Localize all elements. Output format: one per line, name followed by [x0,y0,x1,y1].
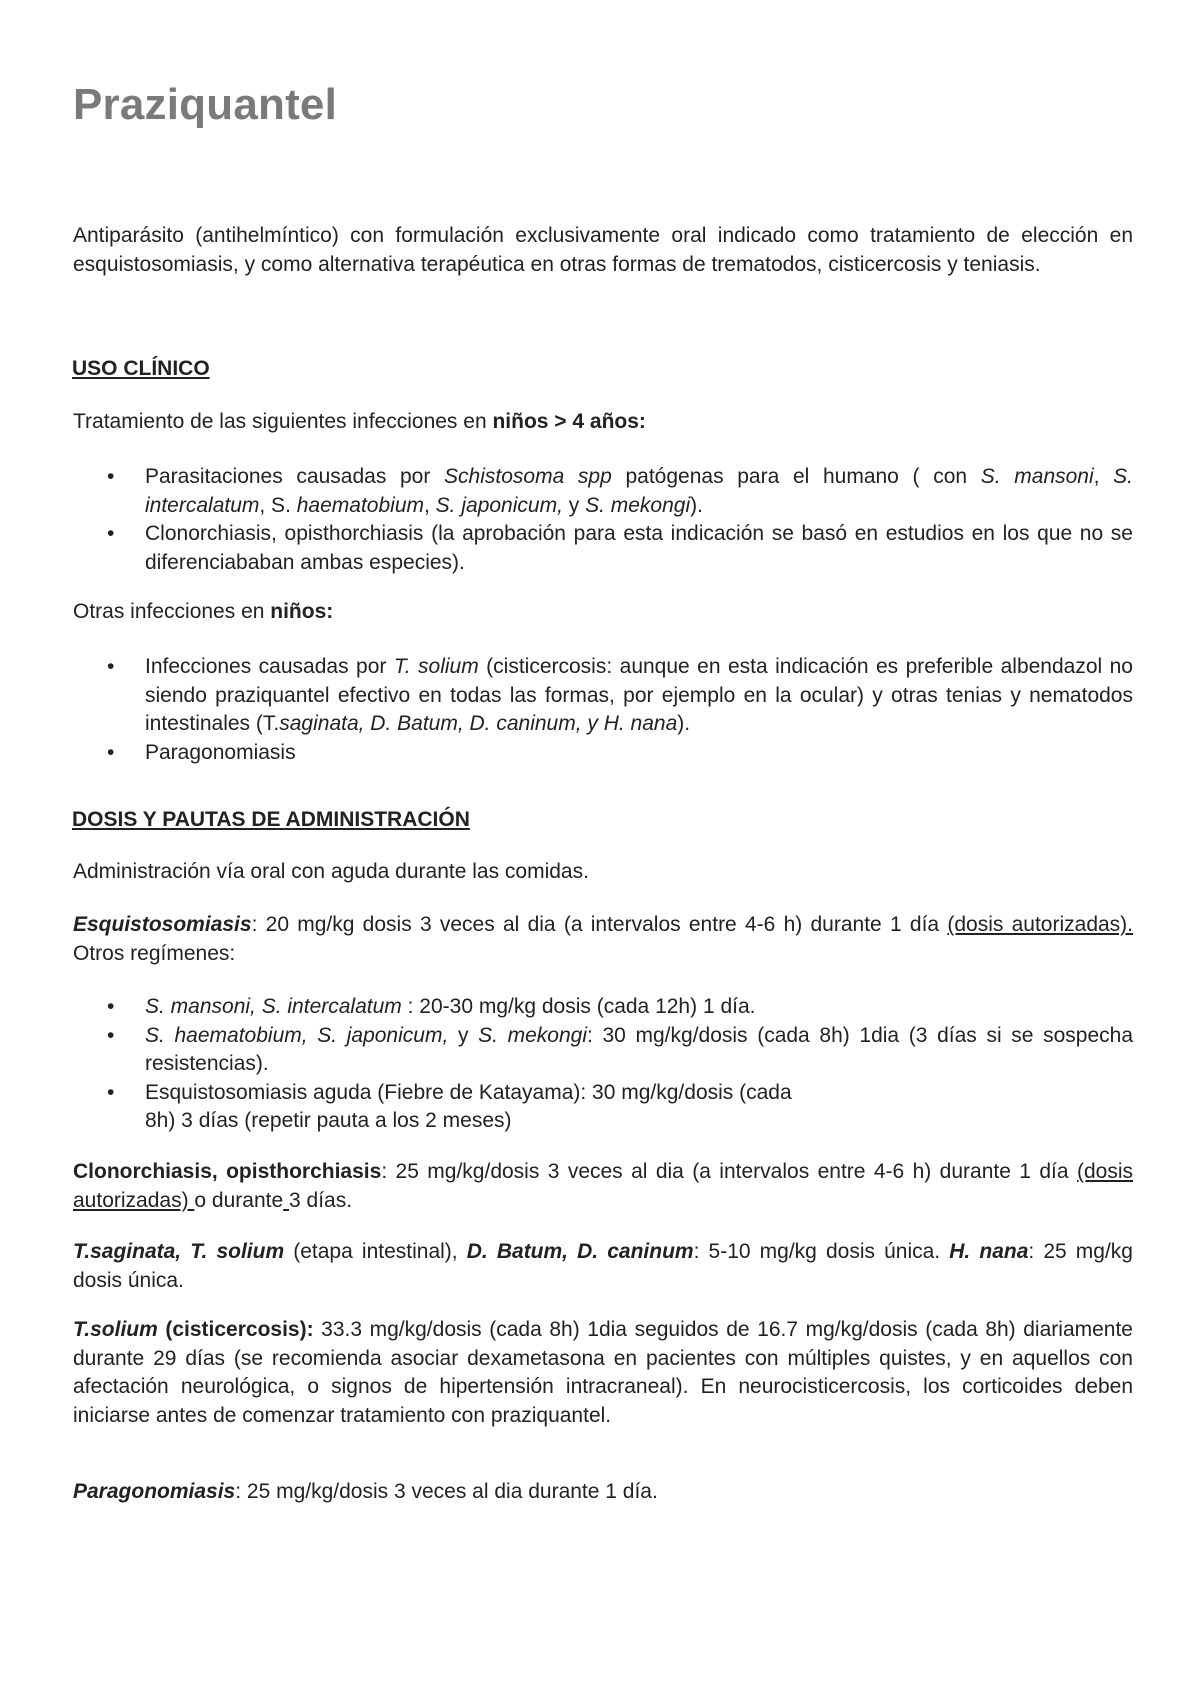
list-item: • S. haematobium, S. japonicum, y S. mekongi: 30 mg/kg/dosis (cada 8h) 1dia (3 días si se sospecha resistencias). [73,1022,1133,1079]
cisticercosis-paragraph: T.solium (cisticercosis): 33.3 mg/kg/dosis (cada 8h) 1dia seguidos de 16.7 mg/kg/dosis (cada 8h) diariamente durante 29 días (se recomienda asociar dexametasona en pacientes con múltiples quistes, y en aquellos con afectación neurológica, o signos de hipertensión intracraneal). En neurocisticercosis, los corticoides deben iniciarse antes de comenzar tratamiento con praziquantel. [73,1318,1133,1427]
list-item: • Parasitaciones causadas por Schistosoma spp patógenas para el humano ( con S. mansoni, S. intercalatum, S. haematobium, S. japonicum, y S. mekongi). [73,463,1133,520]
section-heading-dosis: DOSIS Y PAUTAS DE ADMINISTRACIÓN [72,808,470,831]
otras-lead-paragraph: Otras infecciones en niños: [73,600,334,623]
section-heading-uso-clinico: USO CLÍNICO [72,357,210,380]
list-item: • Clonorchiasis, opisthorchiasis (la aprobación para esta indicación se basó en estudios en los que no se diferenciababan ambas especies). [73,520,1133,577]
clonorchiasis-paragraph: Clonorchiasis, opisthorchiasis: 25 mg/kg/dosis 3 veces al dia (a intervalos entre 4-6 h) durante 1 día (dosis autorizadas) o durante 3 días. [73,1160,1133,1212]
admin-paragraph: Administración vía oral con aguda durante las comidas. [73,860,589,883]
otras-indications-list [73,653,1133,767]
list-item: • Infecciones causadas por T. solium (cisticercosis: aunque en esta indicación es preferible albendazol no siendo praziquantel efectivo en todas las formas, por ejemplo en la ocular) y otras tenias y nematodos intestinales (T.saginata, D. Batum, D. caninum, y H. nana). [73,653,1133,739]
page-title: Praziquantel [73,80,338,129]
esquistosomiasis-regimens-list [73,993,1133,1136]
intro-paragraph: Antiparásito (antihelmíntico) con formulación exclusivamente oral indicado como tratamiento de elección en esquistosomiasis, y como alternativa terapéutica en otras formas de trematodos, cisticercosis y teniasis. [73,224,1133,276]
uso-lead-paragraph: Tratamiento de las siguientes infecciones en niños > 4 años: [73,410,646,433]
list-item: • Paragonomiasis [73,739,1133,768]
teniasis-paragraph: T.saginata, T. solium (etapa intestinal), D. Batum, D. caninum: 5-10 mg/kg dosis única. H. nana: 25 mg/kg dosis única. [73,1240,1133,1292]
paragonomiasis-paragraph: Paragonomiasis: 25 mg/kg/dosis 3 veces al dia durante 1 día. [73,1480,658,1503]
uso-indications-list [73,463,1133,577]
esquistosomiasis-paragraph: Esquistosomiasis: 20 mg/kg dosis 3 veces al dia (a intervalos entre 4-6 h) durante 1 día (dosis autorizadas). Otros regímenes: [73,913,1134,965]
list-item: • S. mansoni, S. intercalatum : 20-30 mg/kg dosis (cada 12h) 1 día. [73,993,1133,1022]
list-item: • Esquistosomiasis aguda (Fiebre de Katayama): 30 mg/kg/dosis (cada 8h) 3 días (repetir pauta a los 2 meses) [73,1079,1133,1136]
